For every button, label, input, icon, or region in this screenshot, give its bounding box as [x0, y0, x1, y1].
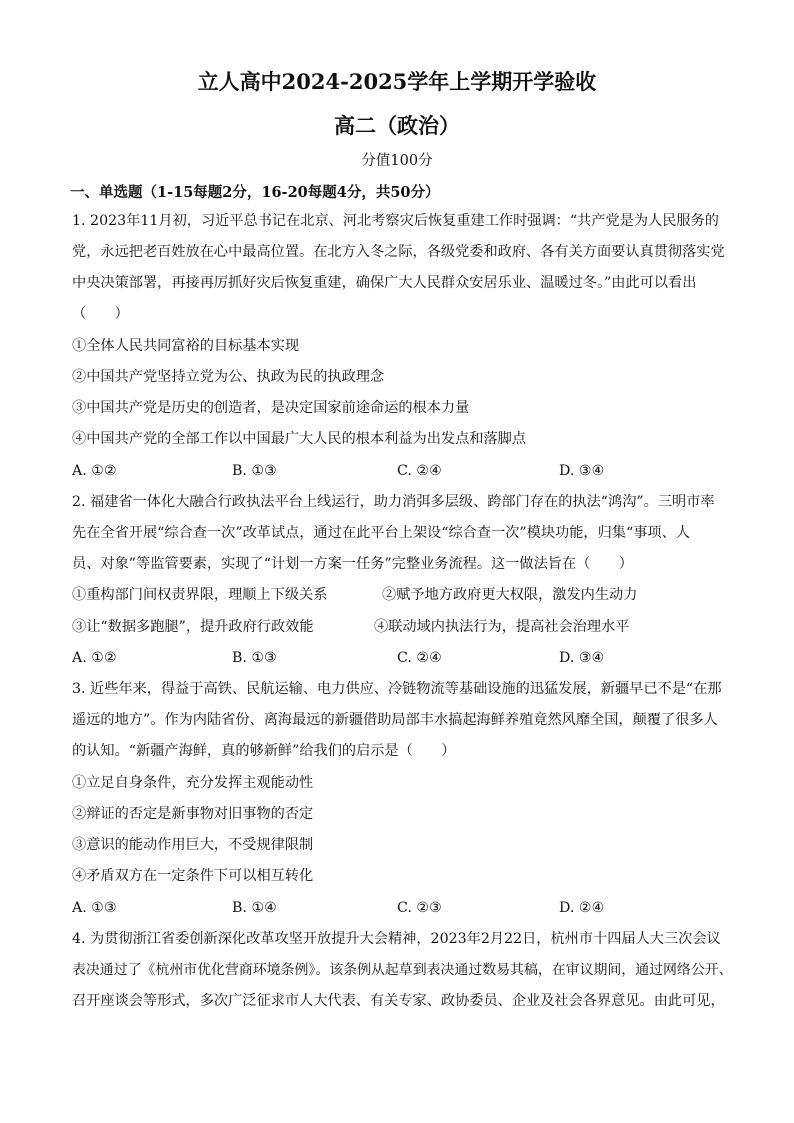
- question-1-statement-4: ④中国共产党的全部工作以中国最广大人民的根本利益为出发点和落脚点: [72, 431, 527, 447]
- option-b[interactable]: B. ①④: [232, 900, 277, 916]
- question-4-line-1: 4. 为贯彻浙江省委创新深化改革攻坚开放提升大会精神，2023年2月22日，杭州市十四届人大三次会议: [72, 931, 721, 947]
- question-1-line-4: （ ）: [72, 306, 129, 322]
- option-c[interactable]: C. ②④: [397, 463, 442, 479]
- question-2-statement-4: ④联动域内执法行为，提高社会治理水平: [374, 619, 630, 635]
- option-c[interactable]: C. ②④: [397, 650, 442, 666]
- question-3-options: [72, 898, 732, 918]
- option-a[interactable]: A. ①②: [72, 463, 117, 479]
- option-b[interactable]: B. ①③: [232, 463, 277, 479]
- exam-subject: 高二（政治）: [334, 113, 460, 138]
- question-1-statement-3: ③中国共产党是历史的创造者，是决定国家前途命运的根本力量: [72, 400, 470, 416]
- question-3-statement-3: ③意识的能动作用巨大，不受规律限制: [72, 837, 314, 853]
- section-heading: 一、单选题（1-15每题2分，16-20每题4分，共50分）: [70, 184, 440, 201]
- question-1-statement-1: ①全体人民共同富裕的目标基本实现: [72, 338, 300, 354]
- question-2-line-3: 员、对象”等监管要素，实现了“计划一方案一任务”完整业务流程。这一做法旨在（ ）: [72, 556, 633, 572]
- exam-score: 分值100分: [361, 153, 433, 169]
- exam-title: 立人高中2024-2025学年上学期开学验收: [197, 69, 597, 94]
- option-a[interactable]: A. ①③: [72, 900, 117, 916]
- option-d[interactable]: D. ③④: [559, 650, 605, 666]
- question-2-statement-1: ①重构部门间权责界限，理顺上下级关系: [72, 587, 328, 603]
- question-3-statement-4: ④矛盾双方在一定条件下可以相互转化: [72, 868, 314, 884]
- question-4-line-2: 表决通过了《杭州市优化营商环境条例》。该条例从起草到表决通过数易其稿，在审议期间，通过网络公开、: [72, 962, 733, 978]
- option-b[interactable]: B. ①③: [232, 650, 277, 666]
- question-2-statements-row-2: [72, 617, 732, 637]
- question-3-statement-1: ①立足自身条件，充分发挥主观能动性: [72, 775, 314, 791]
- question-1-line-3: 中央决策部署，再接再厉抓好灾后恢复重建，确保广大人民群众安居乐业、温暖过冬。”由此可以看出: [72, 275, 697, 291]
- question-3-line-2: 遥远的地方”。作为内陆省份、离海最远的新疆借助局部丰水搞起海鲜养殖竟然风靡全国，颠覆了很多人: [72, 712, 718, 728]
- question-3-statement-2: ②辩证的否定是新事物对旧事物的否定: [72, 806, 314, 822]
- question-2-statement-3: ③让“数据多跑腿”，提升政府行政效能: [72, 619, 314, 635]
- question-1-statement-2: ②中国共产党坚持立党为公、执政为民的执政理念: [72, 369, 385, 385]
- question-2-options: [72, 648, 732, 668]
- option-c[interactable]: C. ②③: [397, 900, 442, 916]
- question-1-line-1: 1. 2023年11月初，习近平总书记在北京、河北考察灾后恢复重建工作时强调：“共产党是为人民服务的: [72, 213, 719, 229]
- question-3-line-1: 3. 近些年来，得益于高铁、民航运输、电力供应、冷链物流等基础设施的迅猛发展，新疆早已不是“在那: [72, 681, 722, 697]
- option-a[interactable]: A. ①②: [72, 650, 117, 666]
- question-2-statements-row-1: [72, 585, 732, 605]
- question-2-line-2: 先在全省开展“综合查一次”改革试点，通过在此平台上架设“综合查一次”模块功能，归集“事项、人: [72, 525, 690, 541]
- option-d[interactable]: D. ②④: [559, 900, 605, 916]
- question-4-line-3: 召开座谈会等形式，多次广泛征求市人大代表、有关专家、政协委员、企业及社会各界意见。由此可见，: [72, 993, 725, 1009]
- question-2-line-1: 2. 福建省一体化大融合行政执法平台上线运行，助力消弭多层级、跨部门存在的执法“鸿沟”。三明市率: [72, 494, 715, 510]
- question-3-line-3: 的认知。“新疆产海鲜，真的够新鲜”给我们的启示是（ ）: [72, 743, 456, 759]
- question-1-options: [72, 461, 732, 481]
- question-1-line-2: 党，永远把老百姓放在心中最高位置。在北方入冬之际，各级党委和政府、各有关方面要认真贯彻落实党: [72, 244, 725, 260]
- question-2-statement-2: ②赋予地方政府更大权限，激发内生动力: [382, 587, 638, 603]
- option-d[interactable]: D. ③④: [559, 463, 605, 479]
